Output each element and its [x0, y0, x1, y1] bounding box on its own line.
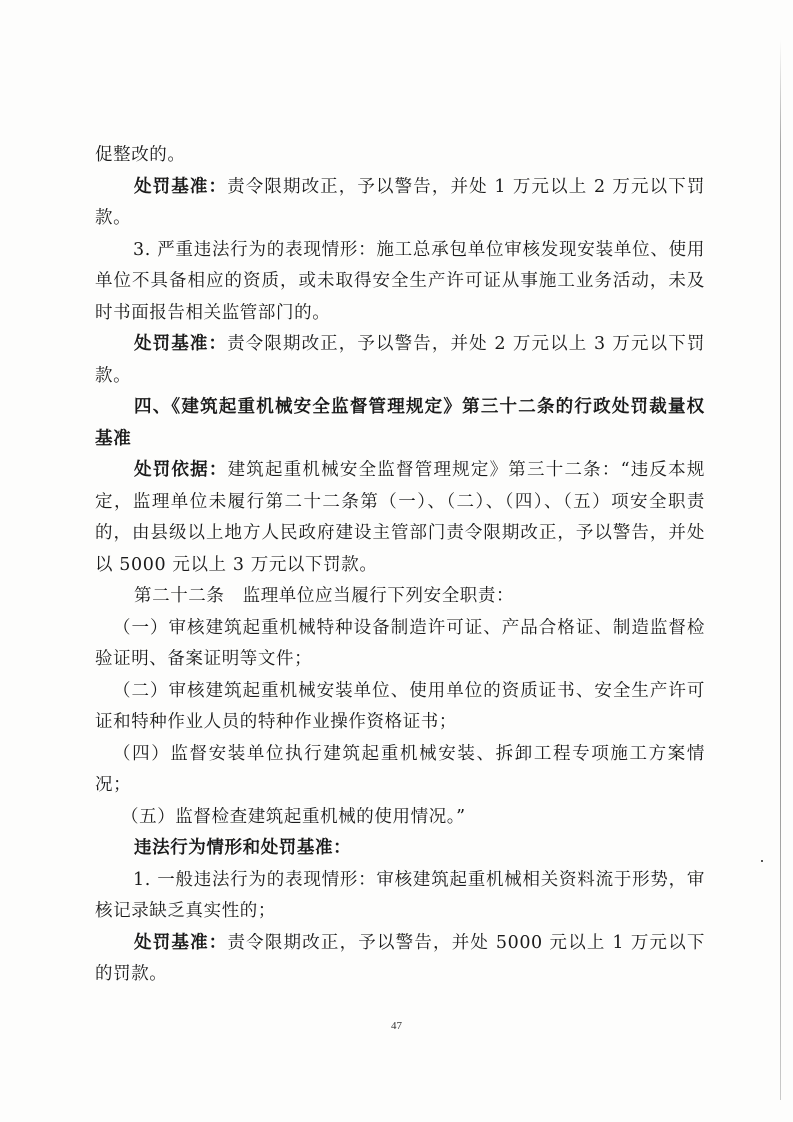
section-heading: 四、《建筑起重机械安全监督管理规定》第三十二条的行政处罚裁量权基准 [95, 397, 705, 449]
paragraph: 促整改的。 [95, 145, 186, 165]
penalty-standard-paragraph [95, 329, 705, 392]
duty-item-1: （一）审核建筑起重机械特种设备制造许可证、产品合格证、制造监督检验证明、备案证明等文件； [95, 617, 705, 669]
serious-violation-paragraph: 3. 严重违法行为的表现情形：施工总承包单位审核发现安装单位、使用单位不具备相应的资质，或未取得安全生产许可证从事施工业务活动，未及时书面报告相关监管部门的。 [95, 239, 705, 323]
penalty-standard-label: 处罚基准： [134, 334, 228, 354]
penalty-basis-text: 建筑起重机械安全监督管理规定》第三十二条：“违反本规定，监理单位未履行第二十二条第（一）、（二）、（四）、（五）项安全职责的，由县级以上地方人民政府建设主管部门责令限期改正，予以警告，并处以 5000 元以上 3 万元以下罚款。 [95, 460, 706, 575]
penalty-standard-text: 责令限期改正，予以警告，并处 1 万元以上 2 万元以下罚款。 [95, 176, 705, 228]
duty-item-5: （五）监督检查建筑起重机械的使用情况。” [121, 806, 466, 827]
general-violation-paragraph: 1. 一般违法行为的表现情形：审核建筑起重机械相关资料流于形势，审核记录缺乏真实性的； [95, 869, 705, 921]
penalty-standard-text: 责令限期改正，予以警告，并处 2 万元以上 3 万元以下罚款。 [95, 334, 705, 386]
penalty-standard-label: 处罚基准： [134, 932, 228, 953]
penalty-standard-label: 处罚基准： [134, 176, 228, 197]
penalty-basis-paragraph [95, 455, 705, 581]
penalty-standard-paragraph [95, 928, 705, 991]
penalty-basis-label: 处罚依据： [134, 460, 228, 480]
page-number: 47 [391, 1020, 402, 1032]
duty-item-4: （四）监督安装单位执行建筑起重机械安装、拆卸工程专项施工方案情况； [95, 743, 705, 795]
scan-mark [761, 860, 763, 862]
document-body [95, 140, 705, 991]
scan-edge-line [780, 40, 781, 1100]
penalty-standard-text: 责令限期改正，予以警告，并处 5000 元以上 1 万元以下的罚款。 [95, 932, 706, 984]
penalty-standard-paragraph [95, 172, 705, 235]
subheading: 违法行为情形和处罚基准： [134, 838, 352, 858]
duty-item-2: （二）审核建筑起重机械安装单位、使用单位的资质证书、安全生产许可证和特种作业人员的特种作业操作资格证书； [95, 680, 705, 732]
article-paragraph: 第二十二条 监理单位应当履行下列安全职责： [134, 586, 515, 606]
